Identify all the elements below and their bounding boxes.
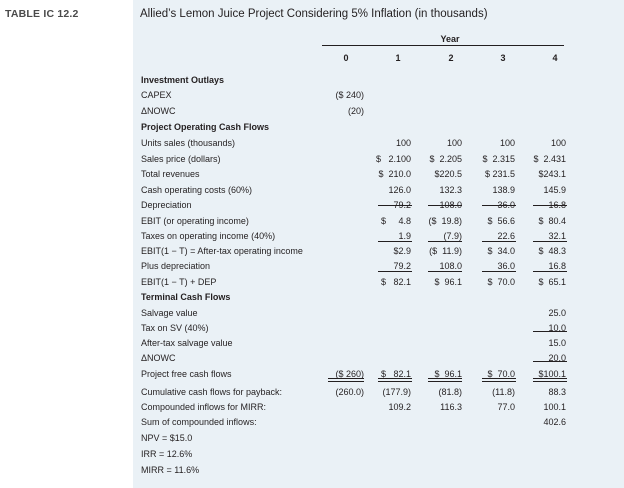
double-rule (428, 378, 462, 382)
cell-year-1: (177.9) (382, 387, 411, 397)
year-4-header: 4 (552, 53, 558, 63)
section-heading: Investment Outlays (141, 75, 225, 85)
cell-year-4: 16.8 (548, 261, 566, 271)
row-label: Plus depreciation (141, 261, 211, 271)
row-label: Sales price (dollars) (141, 154, 221, 164)
cell-year-4: 145.9 (543, 185, 566, 195)
cell-year-3: $ 231.5 (484, 169, 515, 179)
double-rule (378, 378, 412, 382)
row-label: ΔNOWC (141, 106, 176, 116)
row-label: IRR = 12.6% (141, 449, 193, 459)
cell-year-2: 132.3 (439, 185, 462, 195)
year-1-header: 1 (395, 53, 401, 63)
cell-year-3: $ 70.0 (487, 369, 515, 379)
double-rule (533, 378, 567, 382)
cell-year-4: $243.1 (538, 169, 566, 179)
cell-year-2: 108.0 (439, 200, 462, 210)
rule (533, 205, 567, 206)
table-title: Allied’s Lemon Juice Project Considering 5% Inflation (in thousands) (140, 8, 488, 20)
rule (533, 331, 567, 332)
row-label: Units sales (thousands) (141, 138, 236, 148)
row-label: ΔNOWC (141, 353, 176, 363)
cell-year-3: 100 (499, 138, 515, 148)
cell-year-1: $ 4.8 (380, 216, 411, 226)
cell-year-1: 100 (395, 138, 411, 148)
row-label: Tax on SV (40%) (141, 323, 209, 333)
cell-year-1: $ 2.100 (375, 154, 411, 164)
cell-year-4: 15.0 (548, 338, 566, 348)
cell-year-3: 77.0 (497, 402, 515, 412)
cell-year-2: $ 2.205 (429, 154, 462, 164)
rule (533, 361, 567, 362)
row-label: Depreciation (141, 200, 192, 210)
cell-year-1: 79.2 (393, 200, 411, 210)
cell-year-3: (11.8) (492, 387, 515, 397)
cell-year-2: ($ 11.9) (429, 246, 462, 256)
row-label: Compounded inflows for MIRR: (141, 402, 267, 412)
cell-year-3: $ 70.0 (487, 277, 515, 287)
cell-year-1: $2.9 (393, 246, 411, 256)
row-label: NPV = $15.0 (141, 433, 193, 443)
year-0-header: 0 (343, 53, 349, 63)
cell-year-1: 109.2 (388, 402, 411, 412)
rule (428, 205, 462, 206)
row-label: Sum of compounded inflows: (141, 417, 257, 427)
rule (482, 271, 516, 272)
row-label: EBIT(1 − T) + DEP (141, 277, 217, 287)
rule (428, 271, 462, 272)
cell-year-2: 108.0 (439, 261, 462, 271)
cell-year-0: ($ 260) (335, 369, 364, 379)
cell-year-2: ($ 19.8) (428, 216, 462, 226)
cell-year-3: 36.0 (497, 261, 515, 271)
row-label: CAPEX (141, 90, 172, 100)
rule (482, 205, 516, 206)
row-label: Cumulative cash flows for payback: (141, 387, 283, 397)
row-label: EBIT (or operating income) (141, 216, 249, 226)
rule (428, 241, 462, 242)
cell-year-4: $ 48.3 (538, 246, 566, 256)
rule (378, 241, 412, 242)
cell-year-4: 402.6 (543, 417, 566, 427)
rule (533, 241, 567, 242)
row-label: Total revenues (141, 169, 200, 179)
cell-year-1: $ 82.1 (380, 277, 411, 287)
row-label: Project free cash flows (141, 369, 232, 379)
cell-year-4: $ 80.4 (538, 216, 566, 226)
row-label: EBIT(1 − T) = After-tax operating income (141, 246, 303, 256)
cell-year-4: $ 2.431 (533, 154, 566, 164)
cell-year-0: ($ 240) (335, 90, 364, 100)
rule (482, 241, 516, 242)
section-heading: Terminal Cash Flows (141, 292, 231, 302)
row-label: After-tax salvage value (141, 338, 233, 348)
cell-year-1: 126.0 (388, 185, 411, 195)
cell-year-1: $ 82.1 (380, 369, 411, 379)
row-label: Salvage value (141, 308, 198, 318)
cell-year-2: $ 96.1 (434, 277, 462, 287)
cell-year-3: 138.9 (492, 185, 515, 195)
row-label: Cash operating costs (60%) (141, 185, 253, 195)
cell-year-4: 32.1 (548, 231, 566, 241)
cell-year-0: (20) (347, 106, 364, 116)
cell-year-4: $100.1 (538, 369, 566, 379)
cell-year-1: 1.9 (398, 231, 411, 241)
cell-year-0: (260.0) (335, 387, 364, 397)
cell-year-2: (81.8) (438, 387, 462, 397)
section-heading: Project Operating Cash Flows (141, 122, 270, 132)
year-3-header: 3 (500, 53, 506, 63)
cell-year-3: $ 34.0 (487, 246, 515, 256)
year-rule (322, 45, 564, 46)
cell-year-1: $ 210.0 (378, 169, 411, 179)
cell-year-4: 10.0 (548, 323, 566, 333)
rule (378, 205, 412, 206)
cell-year-2: 100 (446, 138, 462, 148)
cell-year-2: 116.3 (440, 402, 462, 412)
row-label: MIRR = 11.6% (141, 465, 200, 475)
cell-year-4: 100 (550, 138, 566, 148)
cell-year-2: $220.5 (434, 169, 462, 179)
cell-year-3: 36.0 (497, 200, 515, 210)
rule (533, 271, 567, 272)
cell-year-2: (7.9) (443, 231, 462, 241)
cell-year-3: 22.6 (497, 231, 515, 241)
cell-year-4: 100.1 (543, 402, 566, 412)
double-rule (482, 378, 516, 382)
table-number: TABLE IC 12.2 (5, 8, 79, 20)
cell-year-3: $ 56.6 (487, 216, 515, 226)
year-header: Year (440, 34, 460, 44)
rule (378, 271, 412, 272)
cell-year-4: 88.3 (548, 387, 566, 397)
year-2-header: 2 (448, 53, 454, 63)
cell-year-4: 16.8 (548, 200, 566, 210)
cell-year-2: $ 96.1 (434, 369, 462, 379)
double-rule (328, 378, 364, 382)
cell-year-1: 79.2 (393, 261, 411, 271)
cell-year-3: $ 2.315 (482, 154, 515, 164)
row-label: Taxes on operating income (40%) (141, 231, 276, 241)
cell-year-4: 25.0 (548, 308, 566, 318)
cell-year-4: 20.0 (548, 353, 566, 363)
cell-year-4: $ 65.1 (538, 277, 566, 287)
